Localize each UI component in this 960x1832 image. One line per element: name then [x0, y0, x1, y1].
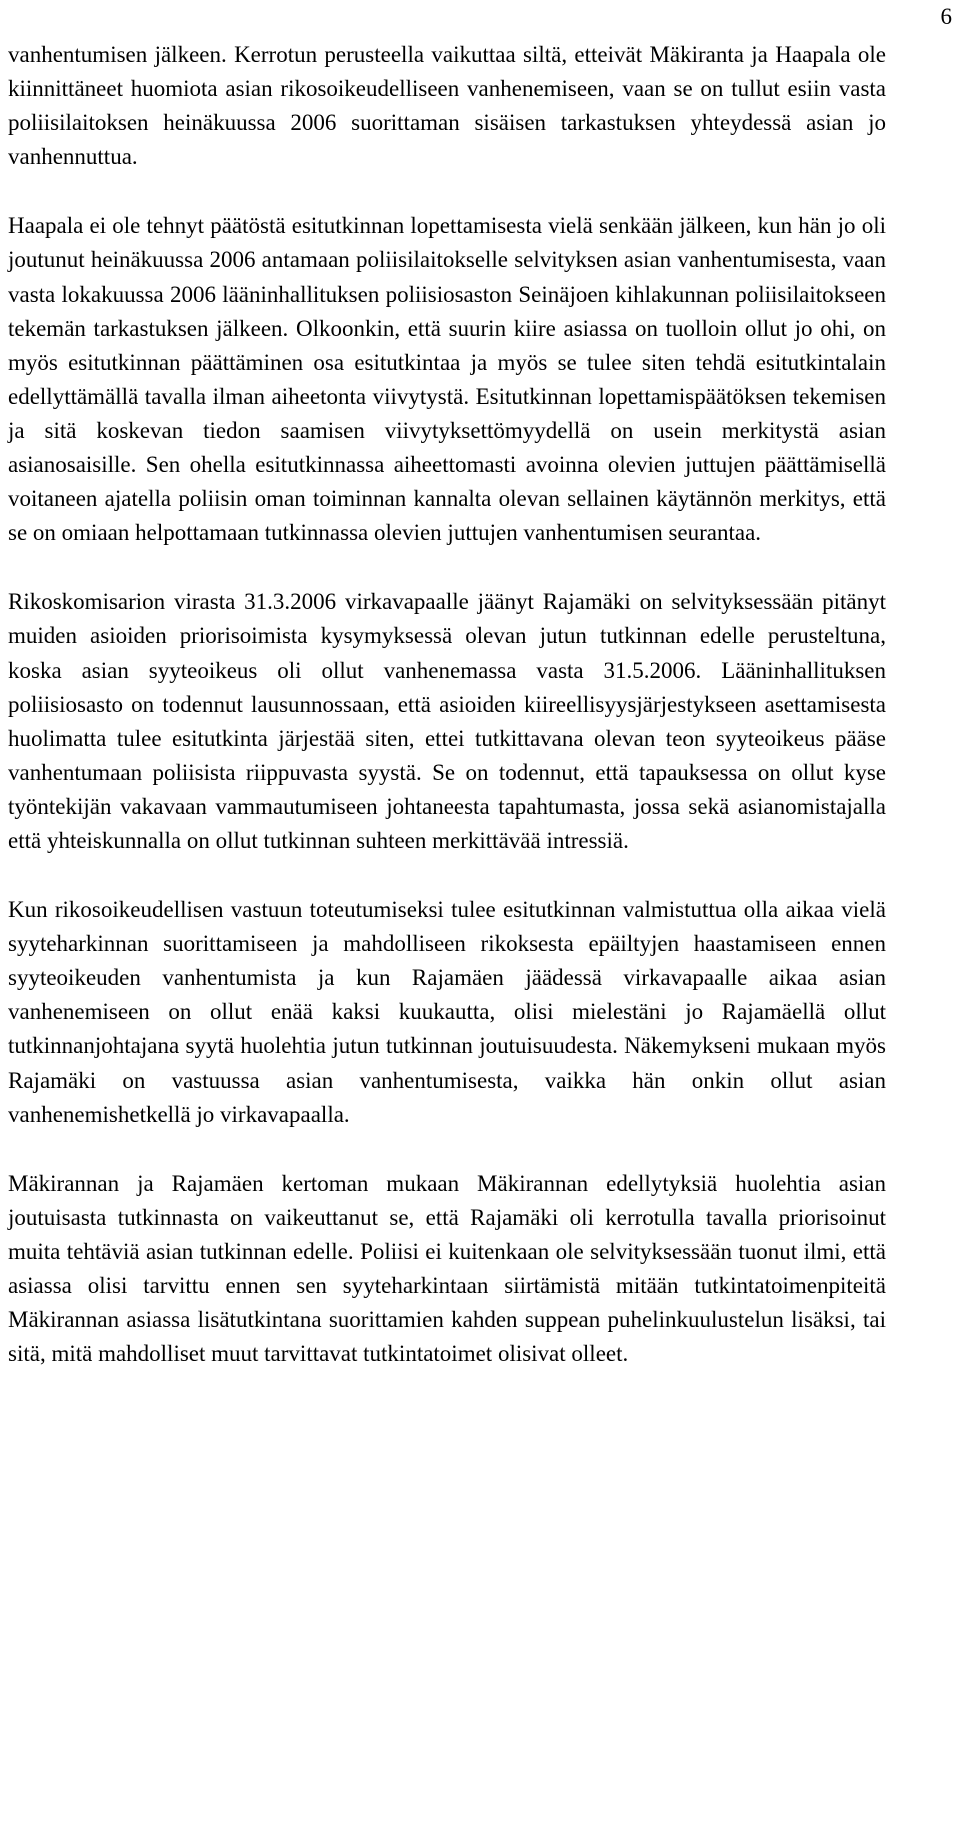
page-number: 6	[940, 4, 952, 29]
paragraph-4: Kun rikosoikeudellisen vastuun toteutumiseksi tulee esitutkinnan valmistuttua olla aikaa vielä syyteharkinnan suorittamiseen ja mahdolliseen rikoksesta epäiltyjen haastamiseen ennen syyteoikeuden vanhentumista ja kun Rajamäen jäädessä virkavapaalle aikaa asian vanhenemiseen on ollut enää kaksi kuukautta, olisi mielestäni jo Rajamäellä ollut tutkinnanjohtajana syytä huolehtia jutun tutkinnan joutuisuudesta. Näkemykseni mukaan myös Rajamäki on vastuussa asian vanhentumisesta, vaikka hän onkin ollut asian vanhenemishetkellä jo virkavapaalla.	[8, 897, 886, 1127]
paragraph-1: vanhentumisen jälkeen. Kerrotun perusteella vaikuttaa siltä, etteivät Mäkiranta ja Haapala ole kiinnittäneet huomiota asian rikosoikeudelliseen vanhenemiseen, vaan se on tullut esiin vasta poliisilaitoksen heinäkuussa 2006 suorittaman sisäisen tarkastuksen yhteydessä asian jo vanhennuttua.	[8, 42, 886, 170]
paragraph-2: Haapala ei ole tehnyt päätöstä esitutkinnan lopettamisesta vielä senkään jälkeen, kun hän jo oli joutunut heinäkuussa 2006 antamaan poliisilaitokselle selvityksen asian vanhentumisesta, vaan vasta lokakuussa 2006 lääninhallituksen poliisiosaston Seinäjoen kihlakunnan poliisilaitokseen tekemän tarkastuksen jälkeen. Olkoonkin, että suurin kiire asiassa on tuolloin ollut jo ohi, on myös esitutkinnan päättäminen osa esitutkintaa ja myös se tulee siten tehdä esitutkintalain edellyttämällä tavalla ilman aiheetonta viivytystä. Esitutkinnan lopettamispäätöksen tekemisen ja sitä koskevan tiedon saamisen viivytyksettömyydellä on usein merkitystä asian asianosaisille. Sen ohella esitutkinnassa aiheettomasti avoinna olevien juttujen päättämisellä voitaneen ajatella poliisin oman toiminnan kannalta olevan sellainen käytännön merkitys, että se on omiaan helpottamaan tutkinnassa olevien juttujen vanhentumisen seurantaa.	[8, 213, 886, 546]
paragraph-5: Mäkirannan ja Rajamäen kertoman mukaan Mäkirannan edellytyksiä huolehtia asian joutuisasta tutkinnasta on vaikeuttanut se, että Rajamäki oli kerrotulla tavalla priorisoinut muita tehtäviä asian tutkinnan edelle. Poliisi ei kuitenkaan ole selvityksessään tuonut ilmi, että asiassa olisi tarvittu ennen sen syyteharkintaan siirtämistä mitään tutkintatoimenpiteitä Mäkirannan asiassa lisätutkintana suorittamien kahden suppean puhelinkuulustelun lisäksi, tai sitä, mitä mahdolliset muut tarvittavat tutkintatoimet olisivat olleet.	[8, 1170, 886, 1367]
paragraph-3: Rikoskomisarion virasta 31.3.2006 virkavapaalle jäänyt Rajamäki on selvityksessään pitänyt muiden asioiden priorisoimista kysymyksessä olevan jutun tutkinnan edelle perusteltuna, koska asian syyteoikeus oli ollut vanhenemassa vasta 31.5.2006. Lääninhallituksen poliisiosasto on todennut lausunnossaan, että asioiden kiireellisyysjärjestykseen asettamisesta huolimatta tulee esitutkinta järjestää siten, ettei tutkittavana olevan teon syyteoikeus pääse vanhentumaan poliisista riippuvasta syystä. Se on todennut, että tapauksessa on ollut kyse työntekijän vakavaan vammautumiseen johtaneesta tapahtumasta, jossa sekä asianomistajalla että yhteiskunnalla on ollut tutkinnan suhteen merkittävää intressiä.	[8, 589, 886, 853]
